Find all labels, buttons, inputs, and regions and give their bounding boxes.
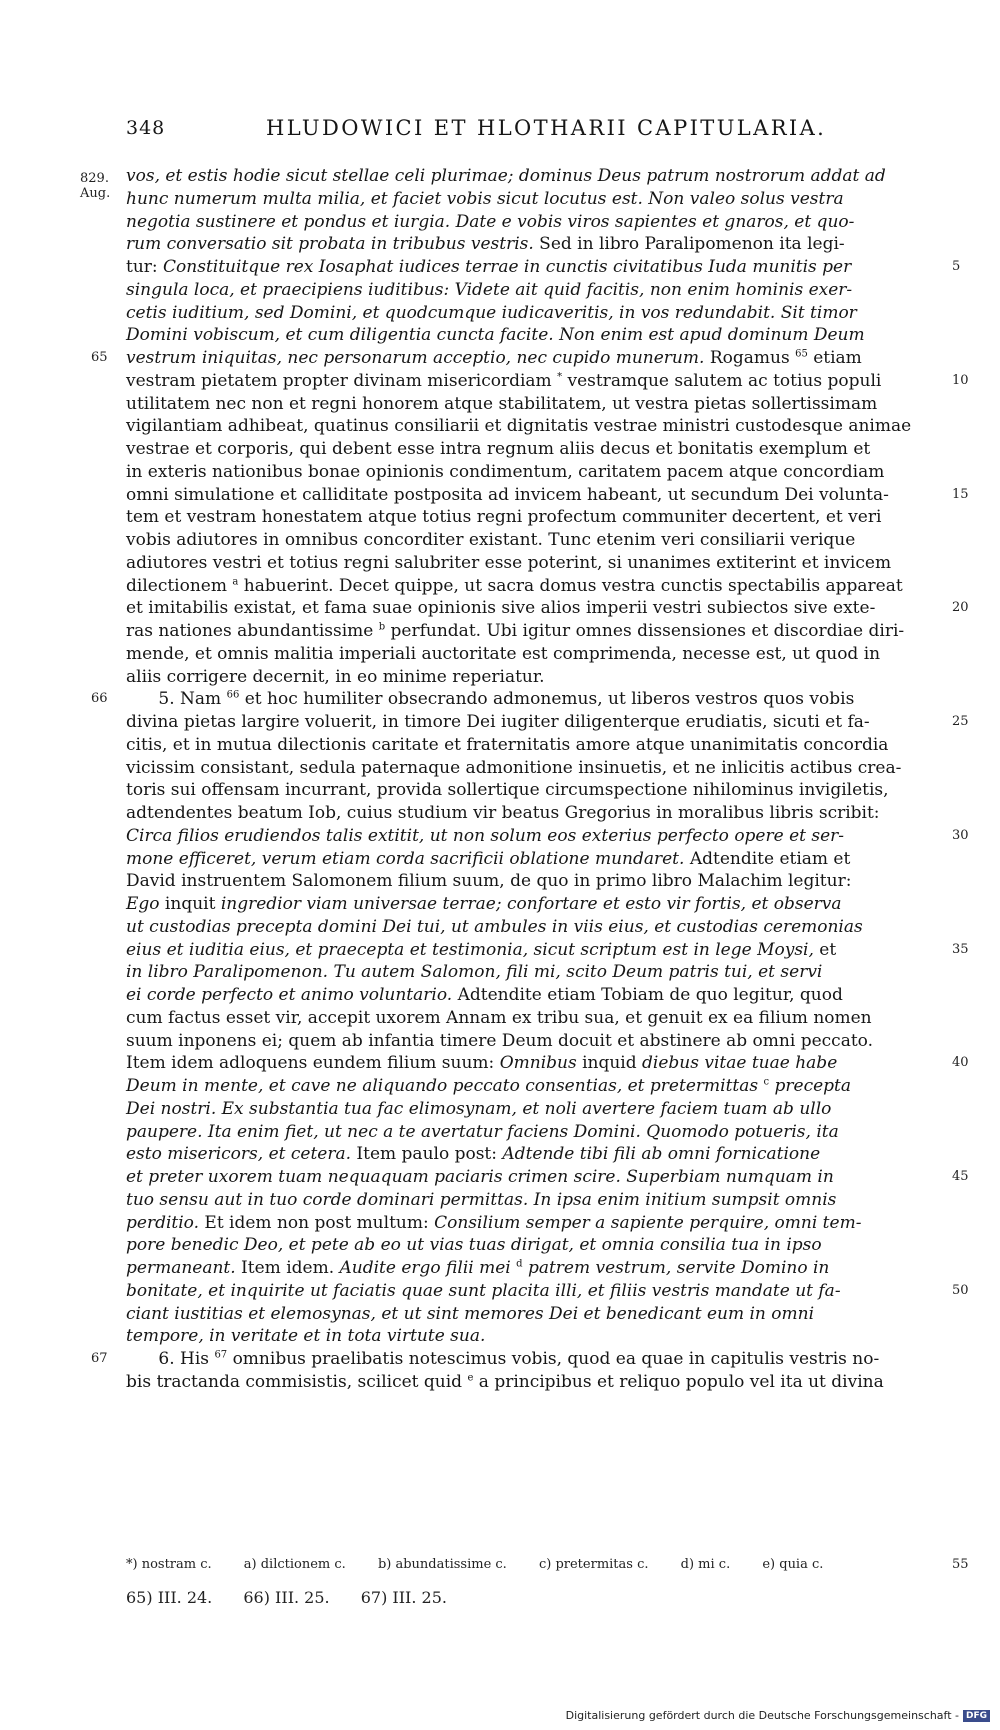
text-line: hunc numerum multa milia, et faciet vobis sicut locutus est. Non valeo solus vestra	[126, 188, 844, 209]
text-line: vobis adiutores in omnibus concorditer existant. Tunc etenim veri consiliarii verique	[126, 530, 856, 550]
text-line: tur: Constituitque rex Iosaphat iudices terrae in cunctis civitatibus Iuda munitis per 5	[126, 257, 961, 277]
footnote: *) nostram c.	[126, 1557, 212, 1572]
text-line: pore benedic Deo, et pete ab eo ut vias tuas dirigat, et omnia consilia tua in ipso	[126, 1235, 822, 1256]
text-line: ras nationes abundantissime $^b$ perfundat. Ubi igitur omnes dissensiones et discordiae diri-	[126, 621, 905, 641]
text-line: mone efficeret, verum etiam corda sacrificii oblatione mundaret. Adtendite etiam et	[126, 848, 851, 869]
footnote: c) pretermitas c.	[538, 1557, 649, 1572]
text-line: cum factus esset vir, accepit uxorem Annam ex tribu sua, et genuit ex ea filium nomen	[126, 1007, 872, 1028]
text-line: bis tractanda commisistis, scilicet quid $^e$ a principibus et reliquo populo vel ita ut divina	[126, 1371, 884, 1392]
line-number: 35	[952, 941, 969, 957]
text-line: in libro Paralipomenon. Tu autem Salomon, fili mi, scito Deum patris tui, et servi	[126, 962, 823, 983]
text-line: paupere. Ita enim fiet, ut nec a te avertatur faciens Domini. Quomodo potueris, ita	[126, 1121, 839, 1142]
text-line: tempore, in veritate et in tota virtute sua.	[126, 1326, 486, 1347]
text-line: cetis iuditium, sed Domini, et quodcumque iudicaveritis, in vos redundabit. Sit timor	[126, 302, 857, 323]
text-line: omni simulatione et calliditate postposita ad invicem habeant, ut secundum Dei volunta- 15	[126, 484, 969, 505]
text-line: esto misericors, et cetera. Item paulo post: Adtende tibi fili ab omni fornicatione	[126, 1144, 821, 1165]
text-line: permaneant. Item idem. Audite ergo filii mei $^d$ patrem vestrum, servite Domino in	[126, 1258, 830, 1278]
text-line: vestrae et corporis, qui debent esse intra regnum aliis decus et bonitatis exemplum et	[126, 439, 871, 459]
margin-ref-65: 65	[91, 350, 108, 365]
text-line: toris sui offensam incurrant, provida sollertique circumspectione nihilominus invigiletis,	[126, 780, 889, 801]
footnote: a) dilctionem c.	[243, 1557, 346, 1572]
text-line: singula loca, et praecipiens iuditibus: Videte ait quid facitis, non enim hominis exer-	[126, 279, 853, 300]
line-number: 40	[952, 1055, 969, 1071]
source-reference: 66) III. 25.	[243, 1588, 330, 1607]
text-line: Domini vobiscum, et cum diligentia cuncta facite. Non enim est apud dominum Deum	[126, 325, 865, 346]
text-line: et imitabilis existat, et fama suae opinionis sive alios imperii vestri subiectos sive exte- 20	[126, 598, 969, 619]
text-line: utilitatem nec non et regni honorem atque stabilitatem, ut vestra pietas sollertissimam	[126, 393, 878, 414]
line-number: 45	[952, 1169, 969, 1184]
text-line: tem et vestram honestatem atque totius regni profectum communiter decertent, et veri	[126, 507, 882, 528]
text-line: 65 vestrum iniquitas, nec personarum acceptio, nec cupido munerum. Rogamus $^{65}$ etiam	[91, 348, 862, 368]
text-line: negotia sustinere et pondus et iurgia. Date e vobis viros sapientes et gnaros, et quo-	[126, 211, 855, 232]
text-line: mende, et omnis malitia imperiali auctoritate est comprimenda, necesse est, ut quod in	[126, 643, 881, 664]
text-line: dilectionem $^a$ habuerint. Decet quippe, ut sacra domus vestra cunctis spectabilis appareat	[126, 575, 903, 596]
text-line: vos, et estis hodie sicut stellae celi plurimae; dominus Deus patrum nostrorum addat ad	[126, 166, 886, 186]
text-line: ciant iustitias et elemosynas, et ut sint memores Dei et benedicant eum in omni	[126, 1303, 815, 1324]
footnote: d) mi c.	[680, 1557, 731, 1572]
dfg-logo: DFG	[963, 1710, 990, 1722]
text-line: David instruentem Salomonem filium suum, de quo in primo libro Malachim legitur:	[126, 871, 852, 892]
digitization-credit	[566, 1709, 990, 1722]
text-line: adiutores vestri et totius regni salubriter esse poterint, si unanimes extiterint et invicem	[126, 552, 892, 573]
text-line: Dei nostri. Ex substantia tua fac elimosynam, et noli avertere faciem tuam ab ullo	[126, 1098, 832, 1119]
text-line: bonitate, et inquirite ut faciatis quae sunt placita illi, et filiis vestris mandate ut fa- 50	[126, 1280, 969, 1301]
text-line: adtendentes beatum Iob, cuius studium vir beatus Gregorius in moralibus libris scribit:	[126, 803, 880, 823]
line-number: 5	[952, 259, 961, 274]
line-number: 15	[952, 486, 969, 502]
running-title: HLUDOWICI ET HLOTHARII CAPITULARIA.	[266, 116, 827, 140]
text-line: ut custodias precepta domini Dei tui, ut ambules in viis eius, et custodias ceremonias	[126, 916, 863, 937]
line-number: 10	[952, 372, 969, 388]
source-reference: 67) III. 25.	[360, 1588, 447, 1607]
margin-ref-66: 66	[91, 691, 108, 707]
text-line: citis, et in mutua dilectionis caritate et fraternitatis amore atque unanimitatis concordia	[126, 734, 889, 755]
line-number: 30	[952, 827, 969, 843]
text-line: Ego inquit ingredior viam universae terrae; confortare et esto vir fortis, et observa	[126, 894, 842, 914]
line-number: 20	[952, 600, 969, 616]
text-line: tuo sensu aut in tuo corde dominari permittas. In ipsa enim initium sumpsit omnis	[126, 1189, 837, 1210]
line-number: 25	[952, 714, 969, 729]
page-number: 348	[126, 117, 166, 139]
footnote: b) abundatissime c.	[377, 1557, 507, 1572]
credit-text: Digitalisierung gefördert durch die Deutsche Forschungsgemeinschaft -	[565, 1709, 959, 1722]
text-line: in exteris nationibus bonae opinionis condimentum, caritatem pacem atque concordiam	[126, 461, 885, 482]
text-line: perditio. Et idem non post multum: Consilium semper a sapiente perquire, omni tem-	[126, 1212, 862, 1233]
text-line: vigilantiam adhibeat, quatinus consiliarii et dignitatis vestrae ministri custodesque animae	[126, 416, 912, 437]
text-line: Deum in mente, et cave ne aliquando peccato consentias, et pretermittas $^c$ precepta	[126, 1076, 852, 1096]
source-reference: 65) III. 24.	[126, 1588, 213, 1607]
text-line: vestram pietatem propter divinam misericordiam * vestramque salutem ac totius populi 10	[126, 370, 969, 391]
text-line: Item idem adloquens eundem filium suum: Omnibus inquid diebus vitae tuae habe 40	[126, 1053, 969, 1074]
text-line: aliis corrigere decernit, in eo minime reperiatur.	[126, 666, 545, 687]
text-line: rum conversatio sit probata in tribubus vestris. Sed in libro Paralipomenon ita legi-	[126, 234, 845, 255]
margin-ref-67: 67	[91, 1351, 108, 1366]
line-number: 50	[952, 1282, 969, 1298]
text-line: 66 5. Nam $^{66}$ et hoc humiliter obsecrando admonemus, ut liberos vestros quos vobis	[91, 689, 855, 710]
text-line: 67 6. His $^{67}$ omnibus praelibatis notescimus vobis, quod ea quae in capitulis vestris no-	[91, 1349, 880, 1369]
text-line: Circa filios erudiendos talis extitit, ut non solum eos exterius perfecto opere et ser- 30	[126, 825, 969, 846]
margin-date-year: 829.	[80, 171, 109, 186]
footnotes	[126, 1557, 969, 1572]
text-line: vicissim consistant, sedula paternaque admonitione insinuetis, et ne inlicitis actibus crea-	[126, 757, 902, 778]
line-number: 55	[952, 1557, 969, 1572]
text-line: divina pietas largire voluerit, in timore Dei iugiter diligenterque erudiatis, sicuti et fa- 25	[126, 712, 969, 732]
text-line: suum inponens ei; quem ab infantia timere Deum docuit et abstinere ab omni peccato.	[126, 1030, 873, 1051]
margin-date-month: Aug.	[80, 186, 111, 201]
text-line: et preter uxorem tuam nequaquam paciaris crimen scire. Superbiam numquam in 45	[126, 1167, 969, 1187]
source-references	[126, 1588, 473, 1607]
text-line: ei corde perfecto et animo voluntario. Adtendite etiam Tobiam de quo legitur, quod	[126, 985, 843, 1005]
footnote: e) quia c.	[762, 1557, 824, 1572]
text-line: eius et iuditia eius, et praecepta et testimonia, sicut scriptum est in lege Moysi, et 35	[126, 939, 969, 960]
